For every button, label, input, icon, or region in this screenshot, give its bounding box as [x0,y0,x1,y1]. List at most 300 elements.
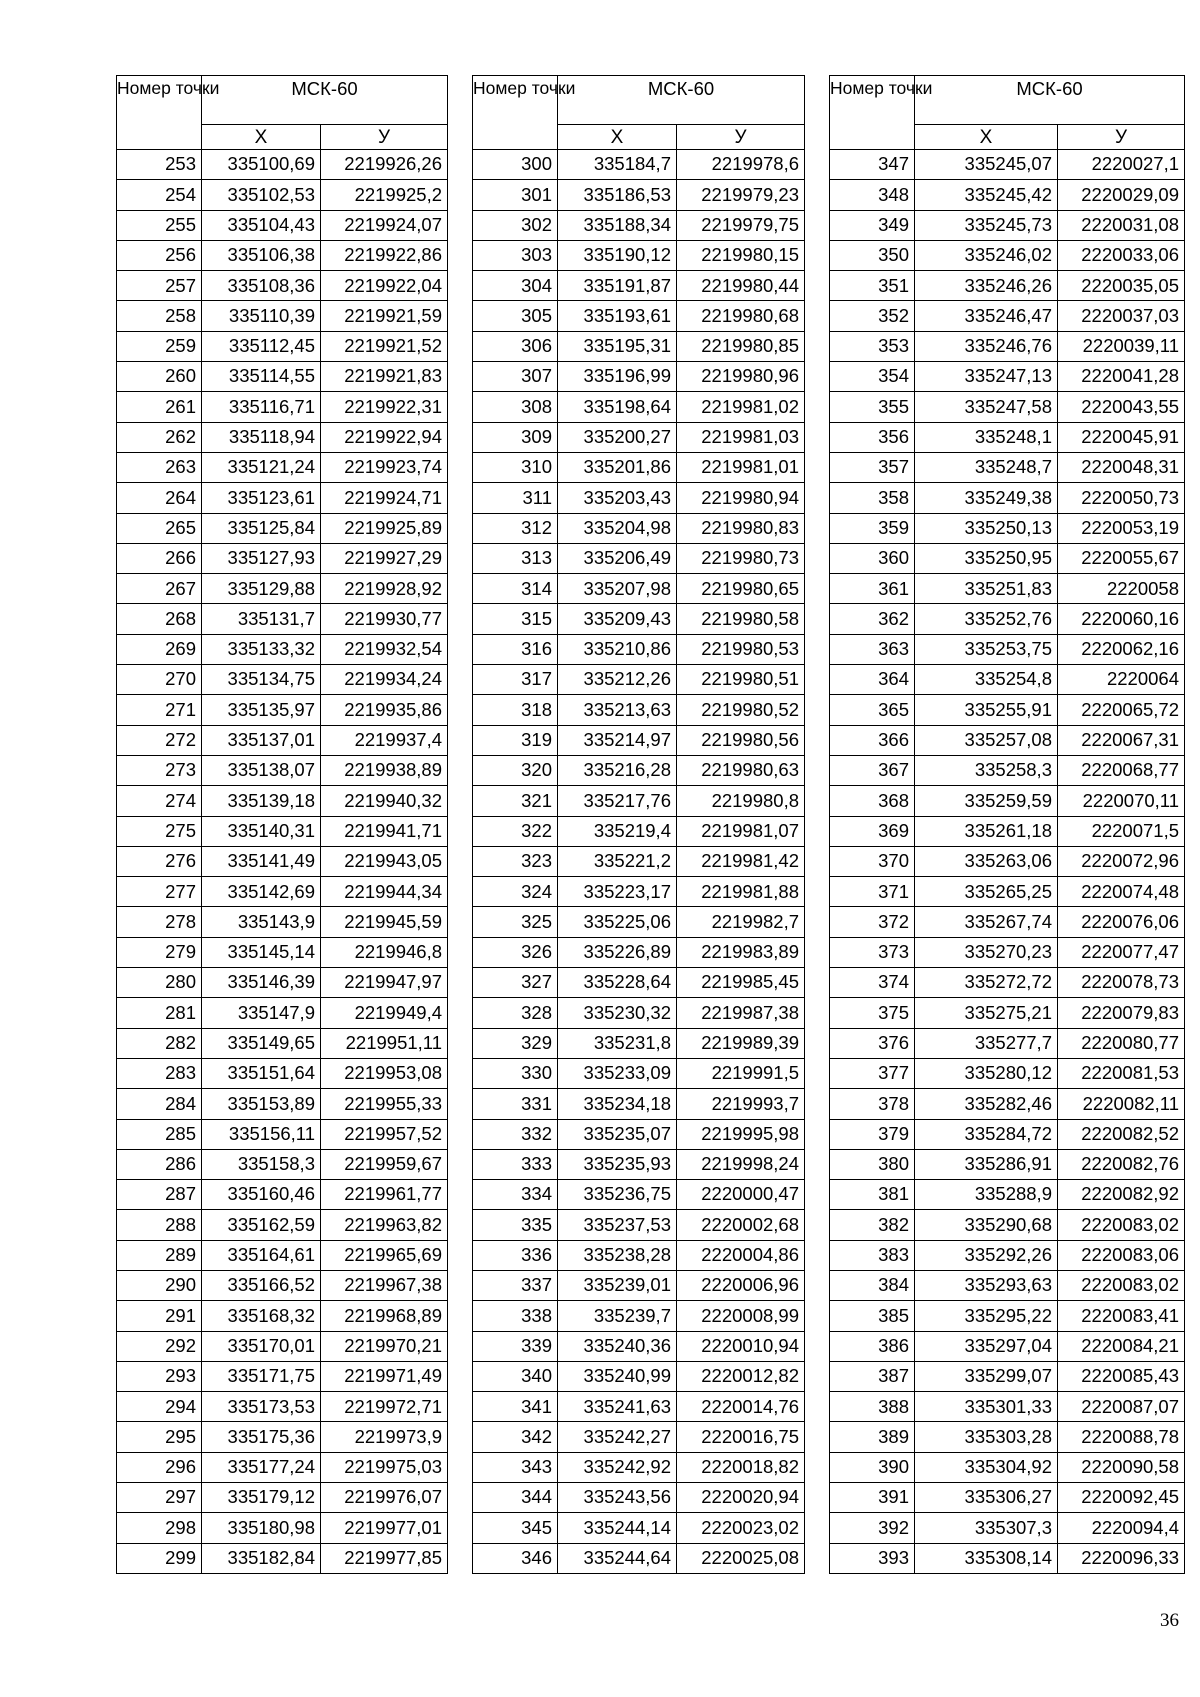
point-number-cell: 368 [830,786,915,816]
y-cell: 2219989,39 [677,1028,805,1058]
x-cell: 335153,89 [202,1089,321,1119]
table-row [830,1331,1185,1361]
point-number-cell: 267 [117,574,202,604]
y-cell: 2219981,02 [677,392,805,422]
x-cell: 335250,95 [915,543,1058,573]
x-cell: 335196,99 [558,362,677,392]
table-row [117,1301,448,1331]
table-row [473,513,805,543]
y-cell: 2219968,89 [321,1301,448,1331]
table-row [117,998,448,1028]
table-row [473,695,805,725]
x-cell: 335253,75 [915,634,1058,664]
x-cell: 335186,53 [558,180,677,210]
table-row [830,574,1185,604]
y-cell: 2219943,05 [321,846,448,876]
y-cell: 2219951,11 [321,1028,448,1058]
point-number-cell: 317 [473,665,558,695]
point-number-cell: 279 [117,937,202,967]
table-row [830,907,1185,937]
table-row [473,1180,805,1210]
y-cell: 2220068,77 [1058,755,1185,785]
y-cell: 2219980,63 [677,755,805,785]
x-cell: 335213,63 [558,695,677,725]
point-number-cell: 365 [830,695,915,725]
x-cell: 335247,13 [915,362,1058,392]
x-cell: 335206,49 [558,543,677,573]
point-number-cell: 288 [117,1210,202,1240]
x-cell: 335297,04 [915,1331,1058,1361]
point-number-cell: 329 [473,1028,558,1058]
x-cell: 335235,93 [558,1149,677,1179]
table-row [473,634,805,664]
point-number-cell: 273 [117,755,202,785]
y-cell: 2219923,74 [321,452,448,482]
y-cell: 2219980,44 [677,271,805,301]
point-number-cell: 298 [117,1513,202,1543]
y-cell: 2220080,77 [1058,1028,1185,1058]
table-row [830,301,1185,331]
point-number-cell: 364 [830,665,915,695]
y-cell: 2219993,7 [677,1089,805,1119]
point-number-cell: 353 [830,331,915,361]
table-row [830,1028,1185,1058]
x-cell: 335219,4 [558,816,677,846]
x-cell: 335116,71 [202,392,321,422]
point-number-cell: 259 [117,331,202,361]
table-row [830,755,1185,785]
point-number-cell: 390 [830,1452,915,1482]
x-cell: 335225,06 [558,907,677,937]
x-cell: 335193,61 [558,301,677,331]
table-row [473,1301,805,1331]
x-cell: 335254,8 [915,665,1058,695]
point-number-cell: 334 [473,1180,558,1210]
table-row [830,1270,1185,1300]
table-row [117,331,448,361]
table-row [473,725,805,755]
x-header: X [915,125,1058,150]
x-cell: 335170,01 [202,1331,321,1361]
table-row [117,695,448,725]
x-cell: 335142,69 [202,877,321,907]
y-cell: 2220082,92 [1058,1180,1185,1210]
table-row [117,513,448,543]
y-cell: 2219971,49 [321,1361,448,1391]
table-row [117,422,448,452]
x-cell: 335125,84 [202,513,321,543]
x-cell: 335230,32 [558,998,677,1028]
y-cell: 2220074,48 [1058,877,1185,907]
y-cell: 2220043,55 [1058,392,1185,422]
table-row [473,1119,805,1149]
table-row [117,1028,448,1058]
x-header: X [558,125,677,150]
table-row [830,665,1185,695]
y-cell: 2220016,75 [677,1422,805,1452]
point-number-header: Номер точки [473,76,558,150]
point-number-cell: 295 [117,1422,202,1452]
y-cell: 2220033,06 [1058,240,1185,270]
y-cell: 2219977,01 [321,1513,448,1543]
x-cell: 335212,26 [558,665,677,695]
table-row [830,1089,1185,1119]
x-cell: 335110,39 [202,301,321,331]
y-cell: 2219972,71 [321,1392,448,1422]
y-cell: 2220096,33 [1058,1543,1185,1573]
table-row [830,392,1185,422]
table-row [830,543,1185,573]
point-number-cell: 306 [473,331,558,361]
point-number-cell: 361 [830,574,915,604]
point-number-cell: 378 [830,1089,915,1119]
table-row [117,968,448,998]
y-cell: 2219927,29 [321,543,448,573]
point-number-cell: 281 [117,998,202,1028]
y-cell: 2219995,98 [677,1119,805,1149]
y-cell: 2219970,21 [321,1331,448,1361]
table-row [117,1270,448,1300]
point-number-cell: 290 [117,1270,202,1300]
point-number-cell: 254 [117,180,202,210]
y-cell: 2220014,76 [677,1392,805,1422]
x-cell: 335207,98 [558,574,677,604]
coordinate-system-header: МСК-60 [915,76,1185,125]
table-row [117,271,448,301]
x-cell: 335190,12 [558,240,677,270]
x-cell: 335239,7 [558,1301,677,1331]
point-number-cell: 369 [830,816,915,846]
y-cell: 2220018,82 [677,1452,805,1482]
x-cell: 335243,56 [558,1483,677,1513]
table-row [473,1331,805,1361]
x-cell: 335102,53 [202,180,321,210]
y-cell: 2219980,58 [677,604,805,634]
x-cell: 335272,72 [915,968,1058,998]
point-number-cell: 346 [473,1543,558,1573]
x-cell: 335284,72 [915,1119,1058,1149]
point-number-cell: 335 [473,1210,558,1240]
point-number-cell: 333 [473,1149,558,1179]
x-cell: 335139,18 [202,786,321,816]
x-cell: 335245,42 [915,180,1058,210]
point-number-cell: 376 [830,1028,915,1058]
y-cell: 2220062,16 [1058,634,1185,664]
y-cell: 2220078,73 [1058,968,1185,998]
point-number-cell: 382 [830,1210,915,1240]
table-row [830,150,1185,180]
table-row [117,1452,448,1482]
point-number-cell: 358 [830,483,915,513]
table-row [117,755,448,785]
y-cell: 2219980,51 [677,665,805,695]
x-cell: 335188,34 [558,210,677,240]
point-number-cell: 299 [117,1543,202,1573]
x-cell: 335147,9 [202,998,321,1028]
x-cell: 335307,3 [915,1513,1058,1543]
table-row [830,998,1185,1028]
point-number-cell: 258 [117,301,202,331]
point-number-cell: 264 [117,483,202,513]
y-cell: 2220008,99 [677,1301,805,1331]
y-cell: 2219965,69 [321,1240,448,1270]
table-row [117,240,448,270]
point-number-cell: 360 [830,543,915,573]
y-cell: 2220053,19 [1058,513,1185,543]
table-row [473,1543,805,1573]
x-cell: 335255,91 [915,695,1058,725]
x-cell: 335286,91 [915,1149,1058,1179]
x-cell: 335250,13 [915,513,1058,543]
x-cell: 335248,1 [915,422,1058,452]
point-number-cell: 270 [117,665,202,695]
point-number-cell: 355 [830,392,915,422]
x-cell: 335173,53 [202,1392,321,1422]
x-cell: 335143,9 [202,907,321,937]
point-number-cell: 356 [830,422,915,452]
y-cell: 2220064 [1058,665,1185,695]
y-cell: 2220076,06 [1058,907,1185,937]
table-row [473,1361,805,1391]
x-cell: 335177,24 [202,1452,321,1482]
y-cell: 2219938,89 [321,755,448,785]
point-number-cell: 315 [473,604,558,634]
point-number-cell: 336 [473,1240,558,1270]
x-cell: 335145,14 [202,937,321,967]
x-cell: 335175,36 [202,1422,321,1452]
y-cell: 2219932,54 [321,634,448,664]
y-cell: 2220002,68 [677,1210,805,1240]
table-row [117,362,448,392]
x-cell: 335265,25 [915,877,1058,907]
point-number-cell: 373 [830,937,915,967]
table-row [473,816,805,846]
table-row [830,452,1185,482]
y-cell: 2219926,26 [321,150,448,180]
y-cell: 2219924,71 [321,483,448,513]
table-row [117,1210,448,1240]
y-cell: 2220088,78 [1058,1422,1185,1452]
y-cell: 2220027,1 [1058,150,1185,180]
x-cell: 335290,68 [915,1210,1058,1240]
y-cell: 2220083,02 [1058,1210,1185,1240]
point-number-cell: 341 [473,1392,558,1422]
y-cell: 2219940,32 [321,786,448,816]
table-row [473,543,805,573]
point-number-cell: 388 [830,1392,915,1422]
point-number-cell: 255 [117,210,202,240]
x-cell: 335146,39 [202,968,321,998]
y-cell: 2219985,45 [677,968,805,998]
y-cell: 2220071,5 [1058,816,1185,846]
point-number-cell: 366 [830,725,915,755]
coordinates-table-2 [472,75,805,1574]
point-number-cell: 370 [830,846,915,876]
point-number-cell: 350 [830,240,915,270]
table-row [830,1543,1185,1573]
point-number-cell: 380 [830,1149,915,1179]
point-number-cell: 276 [117,846,202,876]
x-cell: 335259,59 [915,786,1058,816]
x-cell: 335191,87 [558,271,677,301]
table-row [473,665,805,695]
x-cell: 335244,64 [558,1543,677,1573]
y-cell: 2219967,38 [321,1270,448,1300]
x-cell: 335240,99 [558,1361,677,1391]
table-row [830,816,1185,846]
table-row [830,240,1185,270]
y-cell: 2219981,03 [677,422,805,452]
point-number-cell: 391 [830,1483,915,1513]
table-row [830,331,1185,361]
x-cell: 335135,97 [202,695,321,725]
point-number-cell: 291 [117,1301,202,1331]
point-number-cell: 330 [473,1058,558,1088]
x-cell: 335140,31 [202,816,321,846]
table-row [830,937,1185,967]
y-cell: 2220045,91 [1058,422,1185,452]
table-row [117,1149,448,1179]
point-number-cell: 275 [117,816,202,846]
x-cell: 335245,07 [915,150,1058,180]
y-cell: 2219935,86 [321,695,448,725]
y-cell: 2219930,77 [321,604,448,634]
point-number-cell: 322 [473,816,558,846]
point-number-cell: 256 [117,240,202,270]
point-number-cell: 387 [830,1361,915,1391]
point-number-cell: 293 [117,1361,202,1391]
point-number-cell: 266 [117,543,202,573]
table-row [473,604,805,634]
point-number-cell: 332 [473,1119,558,1149]
x-cell: 335235,07 [558,1119,677,1149]
x-cell: 335228,64 [558,968,677,998]
y-cell: 2219975,03 [321,1452,448,1482]
x-cell: 335239,01 [558,1270,677,1300]
x-cell: 335217,76 [558,786,677,816]
point-number-cell: 321 [473,786,558,816]
x-cell: 335200,27 [558,422,677,452]
y-cell: 2220085,43 [1058,1361,1185,1391]
table-row [830,725,1185,755]
y-cell: 2219981,01 [677,452,805,482]
y-cell: 2219925,2 [321,180,448,210]
table-row [117,1331,448,1361]
y-cell: 2220006,96 [677,1270,805,1300]
x-cell: 335306,27 [915,1483,1058,1513]
y-cell: 2219981,07 [677,816,805,846]
x-cell: 335149,65 [202,1028,321,1058]
point-number-cell: 300 [473,150,558,180]
point-number-cell: 261 [117,392,202,422]
point-number-cell: 301 [473,180,558,210]
point-number-cell: 287 [117,1180,202,1210]
y-cell: 2219977,85 [321,1543,448,1573]
x-cell: 335121,24 [202,452,321,482]
point-number-cell: 294 [117,1392,202,1422]
y-cell: 2219924,07 [321,210,448,240]
point-number-cell: 340 [473,1361,558,1391]
x-cell: 335138,07 [202,755,321,785]
table-row [473,846,805,876]
x-cell: 335223,17 [558,877,677,907]
x-cell: 335171,75 [202,1361,321,1391]
x-cell: 335203,43 [558,483,677,513]
table-row [117,725,448,755]
x-cell: 335156,11 [202,1119,321,1149]
point-number-cell: 289 [117,1240,202,1270]
y-cell: 2219987,38 [677,998,805,1028]
x-cell: 335182,84 [202,1543,321,1573]
table-row [830,513,1185,543]
point-number-cell: 359 [830,513,915,543]
x-cell: 335240,36 [558,1331,677,1361]
y-cell: 2220083,02 [1058,1270,1185,1300]
x-cell: 335234,18 [558,1089,677,1119]
x-cell: 335198,64 [558,392,677,422]
x-cell: 335118,94 [202,422,321,452]
coordinates-table-1 [116,75,448,1574]
point-number-cell: 257 [117,271,202,301]
table-row [830,1058,1185,1088]
y-cell: 2219980,85 [677,331,805,361]
x-cell: 335195,31 [558,331,677,361]
y-cell: 2219983,89 [677,937,805,967]
y-cell: 2219921,59 [321,301,448,331]
table-row [830,1361,1185,1391]
y-cell: 2219922,04 [321,271,448,301]
x-cell: 335246,26 [915,271,1058,301]
point-number-cell: 318 [473,695,558,725]
point-number-cell: 326 [473,937,558,967]
point-number-cell: 338 [473,1301,558,1331]
table-row [117,634,448,664]
table-row [473,1210,805,1240]
y-cell: 2219922,31 [321,392,448,422]
point-number-cell: 253 [117,150,202,180]
point-number-cell: 314 [473,574,558,604]
table-row [117,1058,448,1088]
point-number-cell: 377 [830,1058,915,1088]
table-row [830,786,1185,816]
point-number-cell: 305 [473,301,558,331]
x-cell: 335247,58 [915,392,1058,422]
y-cell: 2220060,16 [1058,604,1185,634]
x-cell: 335238,28 [558,1240,677,1270]
y-cell: 2219949,4 [321,998,448,1028]
x-cell: 335141,49 [202,846,321,876]
x-cell: 335246,47 [915,301,1058,331]
table-row [473,362,805,392]
y-cell: 2220092,45 [1058,1483,1185,1513]
point-number-cell: 351 [830,271,915,301]
point-number-cell: 363 [830,634,915,664]
y-cell: 2219980,94 [677,483,805,513]
table-row [473,240,805,270]
point-number-cell: 307 [473,362,558,392]
point-number-cell: 342 [473,1422,558,1452]
x-cell: 335233,09 [558,1058,677,1088]
y-cell: 2219961,77 [321,1180,448,1210]
x-cell: 335236,75 [558,1180,677,1210]
table-row [473,755,805,785]
table-row [830,210,1185,240]
point-number-cell: 312 [473,513,558,543]
y-cell: 2219979,23 [677,180,805,210]
table-body [830,150,1185,1574]
table-row [117,604,448,634]
table-row [117,574,448,604]
